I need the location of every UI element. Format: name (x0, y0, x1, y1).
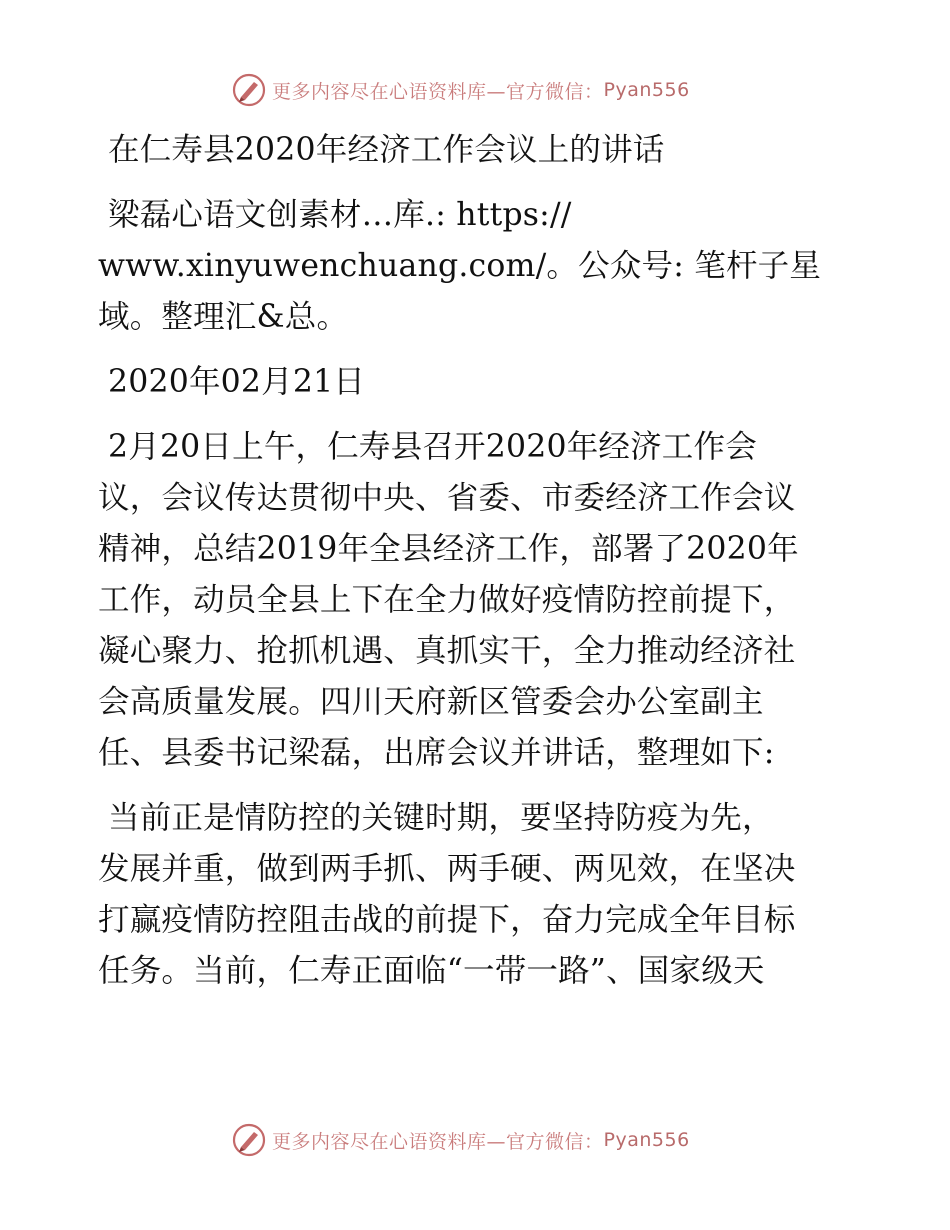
pen-logo-icon (232, 1123, 266, 1157)
paragraph-line: 发展并重，做到两手抓、两手硬、两见效，在坚决 (98, 851, 796, 887)
paragraph-line: 打赢疫情防控阻击战的前提下，奋力完成全年目标 (98, 902, 796, 938)
paragraph-line: 凝心聚力、抢抓机遇、真抓实干，全力推动经济社 (98, 633, 796, 669)
watermark-text: 更多内容尽在心语资料库—官方微信： (272, 1130, 604, 1153)
document-title: 在仁寿县2020年经济工作会议上的讲话 (108, 132, 665, 168)
source-line: www.xinyuwenchuang.com/。公众号: 笔杆子星 (98, 248, 822, 284)
paragraph-line: 当前正是情防控的关键时期，要坚持防疫为先， (108, 800, 774, 836)
paragraph-line: 任务。当前，仁寿正面临“一带一路”、国家级天 (98, 953, 765, 989)
pen-logo-icon (232, 73, 266, 107)
document-date: 2020年02月21日 (108, 364, 366, 400)
paragraph-line: 精神，总结2019年全县经济工作，部署了2020年 (98, 531, 799, 567)
document-body (98, 125, 858, 997)
paragraph-line: 任、县委书记梁磊，出席会议并讲话，整理如下: (98, 735, 775, 771)
paragraph-line: 会高质量发展。四川天府新区管委会办公室副主 (98, 684, 764, 720)
paragraph-line: 工作，动员全县上下在全力做好疫情防控前提下， (98, 582, 796, 618)
source-line: 梁磊心语文创素材…库.: https:// (108, 197, 572, 233)
paragraph-line: 2月20日上午，仁寿县召开2020年经济工作会 (108, 429, 757, 465)
source-line: 域。整理汇&总。 (98, 299, 349, 335)
watermark-wechat: Pyan556 (603, 1129, 690, 1151)
watermark-text: 更多内容尽在心语资料库—官方微信： (272, 80, 604, 103)
watermark-banner-bottom (232, 1120, 690, 1160)
watermark-wechat: Pyan556 (603, 79, 690, 101)
watermark-banner-top (232, 70, 690, 110)
paragraph-line: 议，会议传达贯彻中央、省委、市委经济工作会议 (98, 480, 796, 516)
